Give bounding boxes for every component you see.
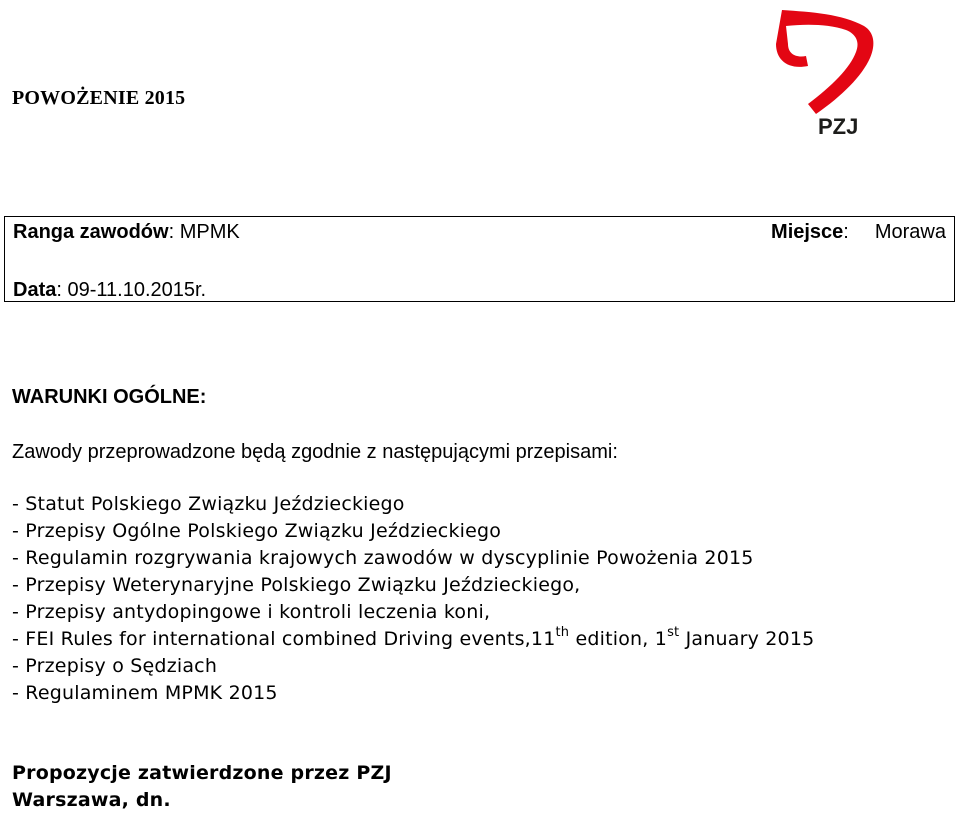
ranga-value: MPMK	[179, 221, 240, 243]
rule-item: - Przepisy Ogólne Polskiego Związku Jeździeckiego	[12, 520, 502, 542]
data-row: Data: 09-11.10.2015r.	[13, 279, 207, 301]
document-title: POWOŻENIE 2015	[12, 87, 186, 109]
pzj-logo	[772, 4, 880, 140]
approved-by: Propozycje zatwierdzone przez PZJ	[12, 762, 392, 784]
rule-item: - Przepisy o Sędziach	[12, 655, 218, 677]
rule-item-fei: - FEI Rules for international combined Driving events,11th edition, 1st January 2015	[12, 625, 815, 650]
miejsce-row: Miejsce: Morawa	[771, 221, 946, 243]
data-label: Data	[13, 279, 57, 301]
ranga-row: Ranga zawodów: MPMK	[13, 221, 240, 243]
miejsce-label: Miejsce	[771, 221, 844, 243]
intro-text: Zawody przeprowadzone będą zgodnie z następującymi przepisami:	[12, 441, 618, 463]
approval-block	[12, 760, 392, 814]
miejsce-value: Morawa	[874, 221, 946, 243]
rule-item: - Regulamin rozgrywania krajowych zawodów w dyscyplinie Powożenia 2015	[12, 547, 754, 569]
rule-item: - Przepisy Weterynaryjne Polskiego Związku Jeździeckiego,	[12, 574, 581, 596]
competition-info-box	[4, 216, 955, 302]
data-value: 09-11.10.2015r.	[67, 279, 207, 301]
pzj-logo-mark	[776, 10, 873, 114]
approval-place: Warszawa, dn.	[12, 789, 171, 811]
rules-list	[12, 491, 814, 707]
section-heading: WARUNKI OGÓLNE:	[12, 386, 207, 408]
rule-item: - Przepisy antydopingowe i kontroli leczenia koni,	[12, 601, 491, 623]
rule-item: - Regulaminem MPMK 2015	[12, 682, 278, 704]
pzj-logo-text: PZJ	[818, 114, 859, 139]
rule-item: - Statut Polskiego Związku Jeździeckiego	[12, 493, 405, 515]
ranga-label: Ranga zawodów	[13, 221, 169, 243]
